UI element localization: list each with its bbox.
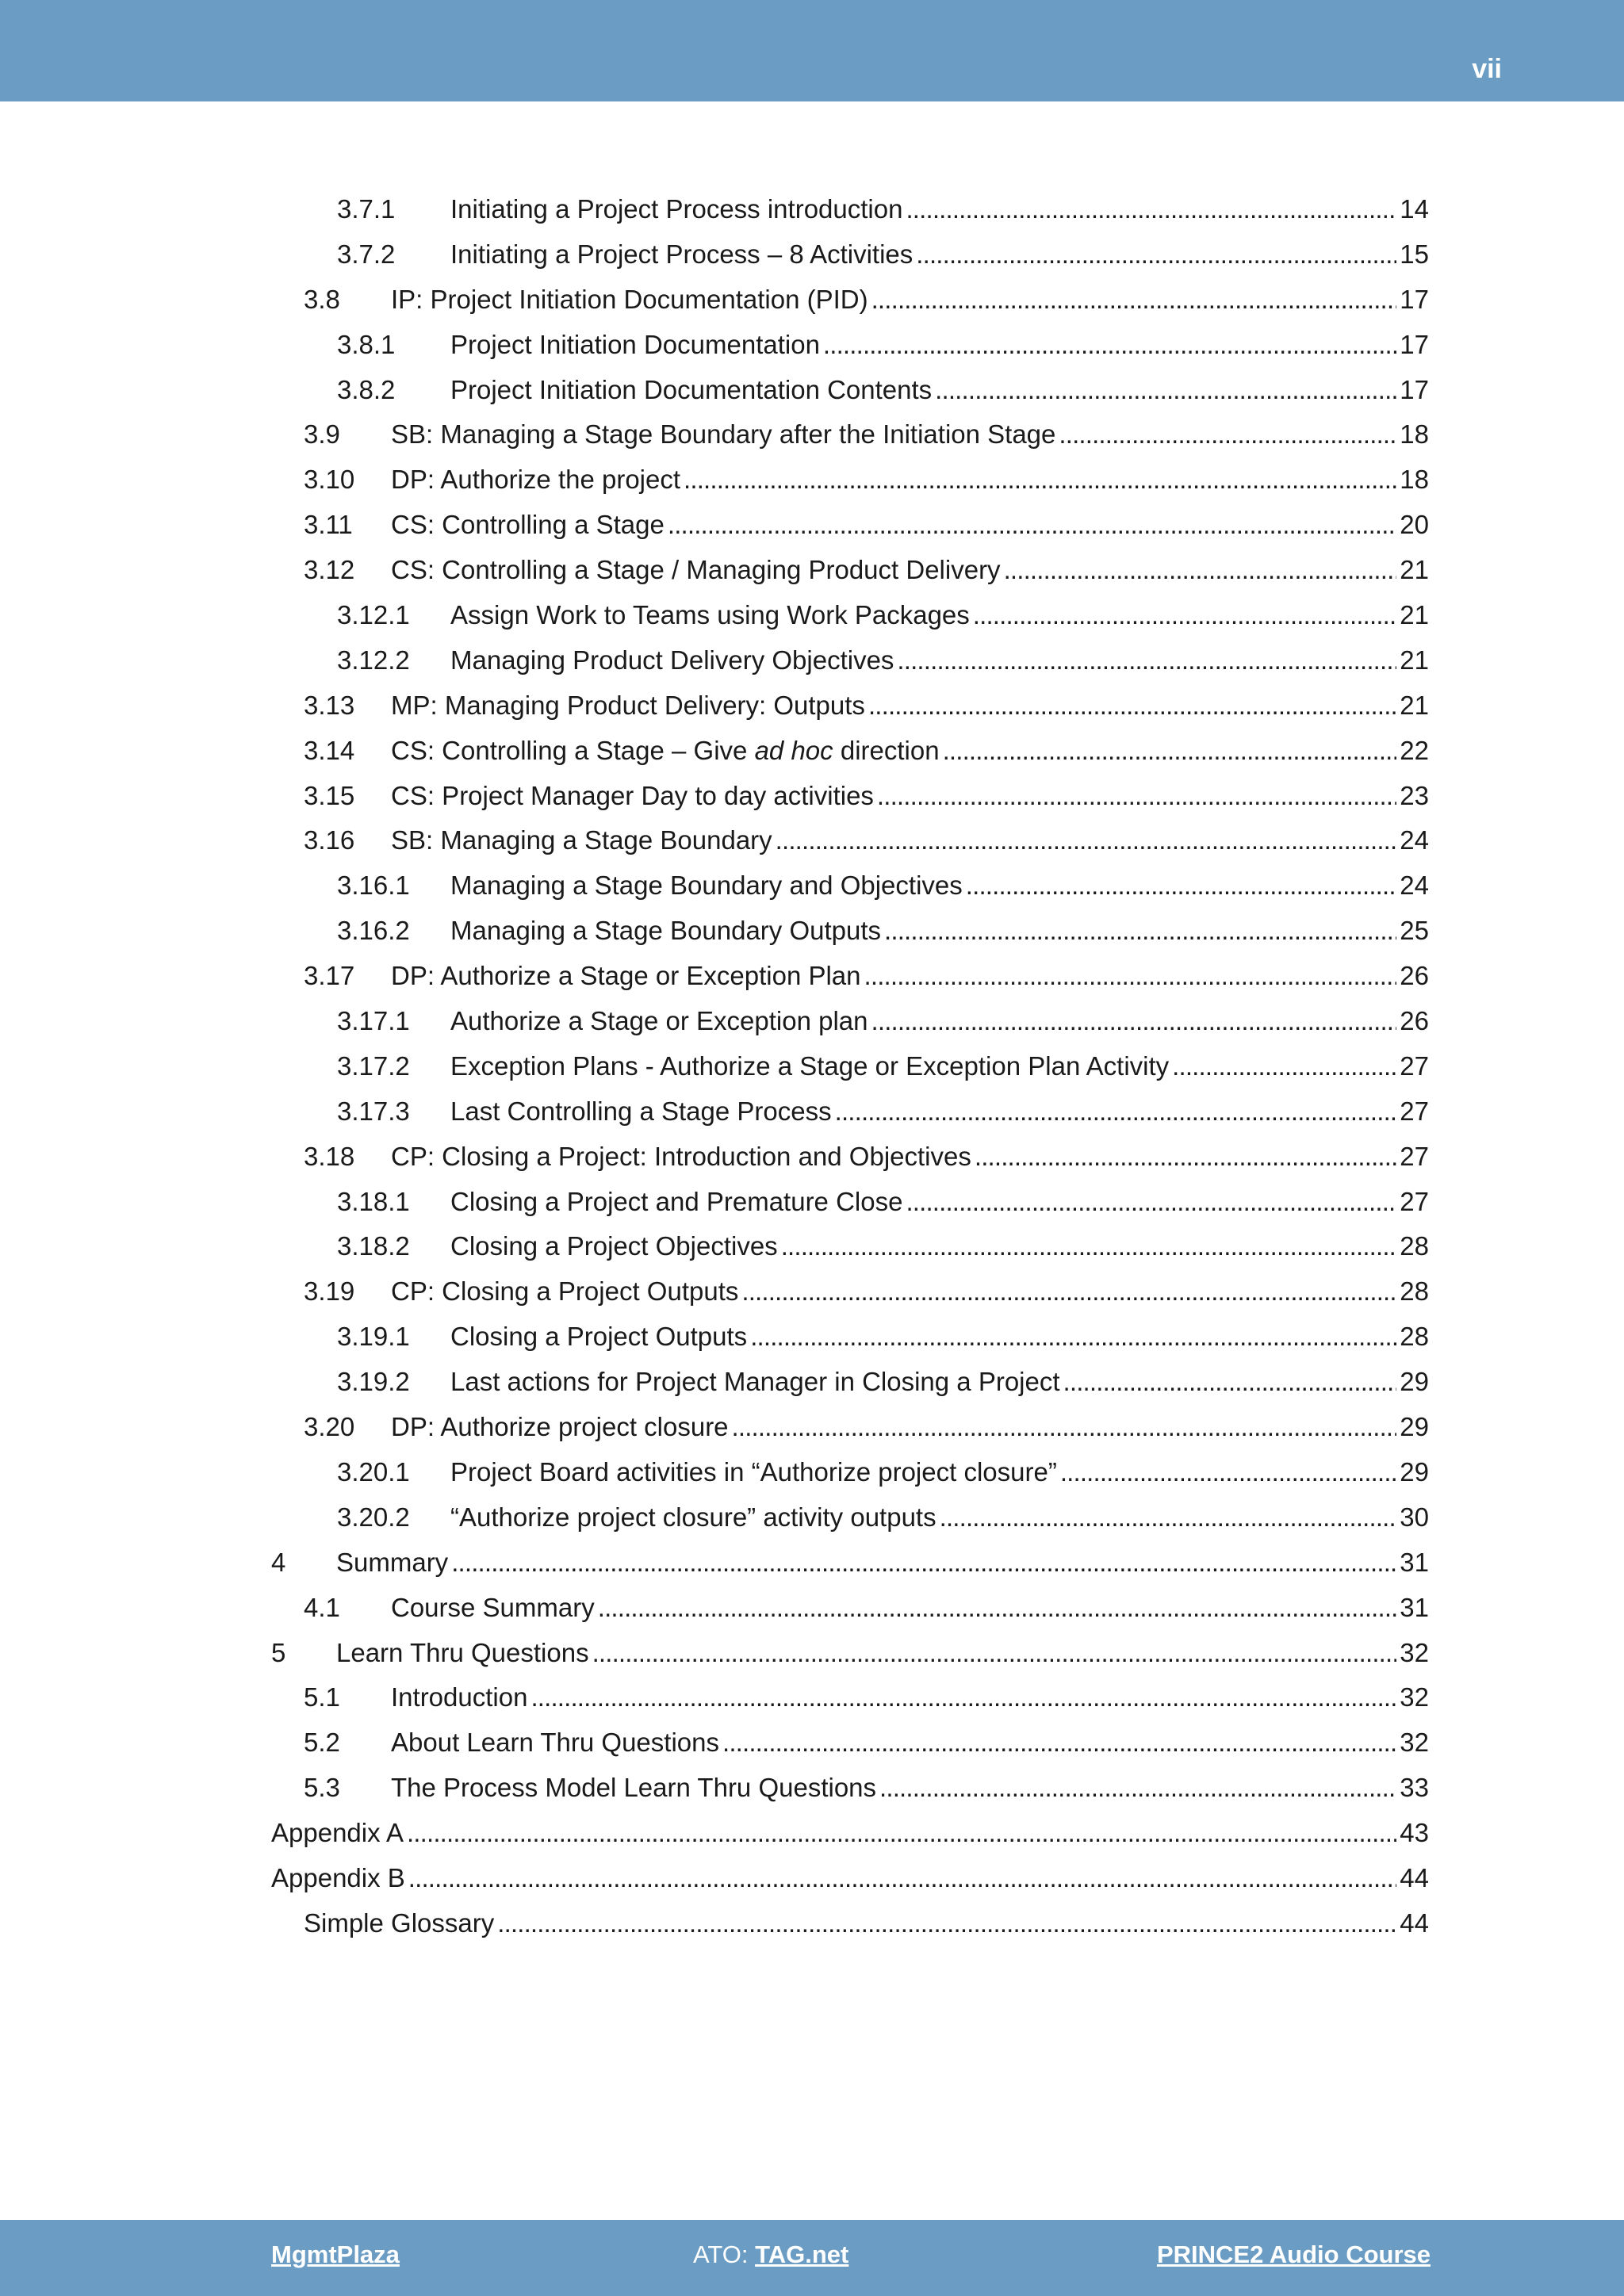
toc-entry-title: CP: Closing a Project: Introduction and Objectives — [391, 1141, 971, 1171]
footer-link-prince2-audio-course[interactable]: PRINCE2 Audio Course — [1156, 2241, 1431, 2268]
toc-entry-number: 3.20.1 — [337, 1456, 410, 1487]
toc-entry-number: 3.8.2 — [337, 374, 396, 404]
toc-entry-line — [337, 368, 1429, 413]
toc-entry-line — [304, 1135, 1429, 1180]
toc-entry-page: 27 — [1400, 1096, 1429, 1126]
toc-entry-number: 3.13 — [304, 690, 355, 720]
toc-entry-title: CS: Project Manager Day to day activities — [391, 780, 874, 810]
toc-entry-leader — [598, 1586, 1397, 1631]
toc-entry-title — [391, 729, 940, 774]
toc-entry[interactable] — [0, 774, 1624, 819]
toc-entry-line — [304, 1405, 1429, 1450]
toc-entry[interactable] — [0, 683, 1624, 729]
toc-entry-number: 5.3 — [304, 1773, 340, 1803]
toc-entry-leader — [877, 774, 1396, 819]
toc-entry[interactable] — [0, 1180, 1624, 1225]
toc-entry-number: 3.18.1 — [337, 1186, 410, 1216]
toc-entry-line — [337, 1450, 1429, 1495]
toc-entry[interactable] — [0, 323, 1624, 368]
toc-entry-page: 28 — [1400, 1231, 1429, 1261]
toc-entry-title-part: CS: Controlling a Stage – Give — [391, 735, 755, 765]
toc-entry-line — [271, 1856, 1429, 1901]
toc-entry-number: 3.12 — [304, 555, 355, 585]
toc-entry-line — [337, 232, 1429, 277]
toc-entry-leader — [975, 1135, 1396, 1180]
toc-entry[interactable] — [0, 638, 1624, 683]
toc-entry-number: 5.2 — [304, 1728, 340, 1758]
toc-entry-page: 44 — [1400, 1862, 1429, 1892]
toc-entry[interactable] — [0, 1135, 1624, 1180]
toc-entry-page: 32 — [1400, 1728, 1429, 1758]
toc-entry-leader — [530, 1675, 1396, 1720]
toc-entry-page: 31 — [1400, 1547, 1429, 1577]
toc-entry-line — [304, 954, 1429, 999]
toc-entry-leader — [879, 1766, 1396, 1811]
toc-entry-line — [337, 863, 1429, 909]
toc-entry-page: 30 — [1400, 1502, 1429, 1532]
toc-entry[interactable] — [0, 1766, 1624, 1811]
toc-entry-line — [337, 593, 1429, 638]
toc-entry-line — [337, 1044, 1429, 1089]
toc-entry[interactable] — [0, 1540, 1624, 1586]
toc-entry-page: 27 — [1400, 1141, 1429, 1171]
toc-entry[interactable] — [0, 1360, 1624, 1405]
toc-entry-line — [304, 1269, 1429, 1314]
toc-entry[interactable] — [0, 954, 1624, 999]
toc-entry-line — [337, 999, 1429, 1044]
toc-entry-leader — [966, 863, 1397, 909]
toc-entry-page: 27 — [1400, 1186, 1429, 1216]
toc-entry-title: Course Summary — [391, 1592, 595, 1622]
toc-entry-leader — [722, 1720, 1396, 1766]
toc-entry-page: 22 — [1400, 735, 1429, 765]
toc-entry-number: 3.15 — [304, 780, 355, 810]
toc-entry-title: Last Controlling a Stage Process — [450, 1096, 832, 1126]
toc-entry-page: 26 — [1400, 961, 1429, 991]
toc-entry-title-part: direction — [833, 735, 940, 765]
toc-entry-number: 3.17 — [304, 961, 355, 991]
toc-entry-line — [304, 1901, 1429, 1946]
toc-entry-number: 3.16.2 — [337, 916, 410, 946]
toc-entry[interactable] — [0, 277, 1624, 323]
toc-entry-leader — [1059, 412, 1396, 457]
toc-entry[interactable] — [0, 1224, 1624, 1269]
toc-entry-leader — [940, 1495, 1397, 1540]
toc-entry-leader — [823, 323, 1396, 368]
toc-entry[interactable] — [0, 909, 1624, 954]
toc-entry-leader — [451, 1540, 1396, 1586]
toc-entry-line — [304, 729, 1429, 774]
toc-entry-page: 17 — [1400, 329, 1429, 359]
toc-entry[interactable] — [0, 999, 1624, 1044]
toc-entry-line — [271, 1631, 1429, 1676]
toc-entry-leader — [906, 1180, 1396, 1225]
toc-entry-leader — [916, 232, 1396, 277]
toc-entry-title: Project Initiation Documentation — [450, 329, 820, 359]
toc-entry-page: 15 — [1400, 239, 1429, 269]
toc-entry[interactable] — [0, 457, 1624, 503]
toc-entry-number: 3.14 — [304, 735, 355, 765]
toc-entry-title: Managing Product Delivery Objectives — [450, 645, 894, 675]
toc-entry[interactable] — [0, 1495, 1624, 1540]
toc-entry[interactable] — [0, 818, 1624, 863]
toc-entry-line — [304, 548, 1429, 593]
toc-entry-line — [337, 638, 1429, 683]
toc-entry[interactable] — [0, 1631, 1624, 1676]
toc-entry-leader — [868, 683, 1396, 729]
toc-entry-number: 3.20.2 — [337, 1502, 410, 1532]
toc-entry-title: The Process Model Learn Thru Questions — [391, 1773, 877, 1803]
toc-entry[interactable] — [0, 187, 1624, 232]
toc-entry-line — [304, 774, 1429, 819]
toc-entry-number: 3.17.2 — [337, 1050, 410, 1081]
toc-entry-leader — [1063, 1360, 1397, 1405]
toc-entry-number: 3.11 — [304, 510, 353, 540]
toc-entry-number: 5 — [271, 1637, 286, 1667]
toc-entry-line — [304, 412, 1429, 457]
toc-entry[interactable] — [0, 412, 1624, 457]
toc-entry-title: Project Initiation Documentation Contents — [450, 374, 933, 404]
toc-entry-title: Exception Plans - Authorize a Stage or Exception Plan Activity — [450, 1050, 1170, 1081]
toc-entry-leader — [1004, 548, 1397, 593]
toc-entry-page: 28 — [1400, 1322, 1429, 1352]
toc-entry-title: Learn Thru Questions — [336, 1637, 589, 1667]
footer-link-mgmtplaza[interactable]: MgmtPlaza — [271, 2241, 400, 2268]
toc-entry-leader — [408, 1856, 1396, 1901]
toc-entry-leader — [1060, 1450, 1396, 1495]
toc-entry-leader — [732, 1405, 1397, 1450]
toc-entry-leader — [497, 1901, 1396, 1946]
toc-entry-leader — [781, 1224, 1397, 1269]
toc-entry-line — [337, 187, 1429, 232]
toc-entry-page: 28 — [1400, 1276, 1429, 1307]
toc-entry-page: 29 — [1400, 1367, 1429, 1397]
toc-entry-title: Assign Work to Teams using Work Packages — [450, 600, 970, 630]
toc-entry-number: 3.18 — [304, 1141, 355, 1171]
toc-entry-title: Appendix B — [271, 1862, 405, 1892]
toc-entry-title: DP: Authorize the project — [391, 465, 681, 495]
toc-entry[interactable] — [0, 729, 1624, 774]
toc-entry-page: 17 — [1400, 284, 1429, 314]
toc-entry[interactable] — [0, 1089, 1624, 1135]
toc-entry[interactable] — [0, 1901, 1624, 1946]
toc-entry-line — [337, 909, 1429, 954]
toc-entry-page: 43 — [1400, 1818, 1429, 1848]
toc-entry-leader — [1172, 1044, 1396, 1089]
toc-entry-number: 3.19 — [304, 1276, 355, 1307]
toc-entry-page: 44 — [1400, 1908, 1429, 1938]
toc-entry-line — [337, 323, 1429, 368]
toc-entry-leader — [864, 954, 1397, 999]
toc-entry-title: SB: Managing a Stage Boundary after the Initiation Stage — [391, 419, 1056, 450]
toc-entry[interactable] — [0, 1450, 1624, 1495]
toc-entry-page: 33 — [1400, 1773, 1429, 1803]
toc-entry-line — [304, 1766, 1429, 1811]
toc-entry-title: DP: Authorize a Stage or Exception Plan — [391, 961, 861, 991]
toc-entry-number: 3.17.1 — [337, 1006, 410, 1036]
toc-entry[interactable] — [0, 1405, 1624, 1450]
toc-entry-number: 3.19.2 — [337, 1367, 410, 1397]
toc-entry-number: 3.7.1 — [337, 194, 396, 224]
toc-entry-title: SB: Managing a Stage Boundary — [391, 825, 772, 855]
toc-entry[interactable] — [0, 503, 1624, 548]
toc-entry-number: 3.8 — [304, 284, 340, 314]
toc-entry-title: CP: Closing a Project Outputs — [391, 1276, 739, 1307]
toc-entry-title: Authorize a Stage or Exception plan — [450, 1006, 868, 1036]
toc-entry-title: Closing a Project Outputs — [450, 1322, 748, 1352]
toc-entry-title: Last actions for Project Manager in Closing a Project — [450, 1367, 1060, 1397]
toc-entry-page: 32 — [1400, 1682, 1429, 1712]
toc-entry-number: 3.20 — [304, 1412, 355, 1442]
toc-entry-page: 18 — [1400, 419, 1429, 450]
toc-entry-leader — [835, 1089, 1397, 1135]
toc-entry[interactable] — [0, 1811, 1624, 1856]
toc-entry-line — [304, 1720, 1429, 1766]
toc-entry-line — [304, 1586, 1429, 1631]
toc-entry-number: 5.1 — [304, 1682, 340, 1712]
toc-entry-line — [337, 1089, 1429, 1135]
toc-entry-page: 23 — [1400, 780, 1429, 810]
toc-entry-page: 25 — [1400, 916, 1429, 946]
toc-entry[interactable] — [0, 1314, 1624, 1360]
toc-entry-page: 20 — [1400, 510, 1429, 540]
toc-entry-title: MP: Managing Product Delivery: Outputs — [391, 690, 865, 720]
toc-entry[interactable] — [0, 1269, 1624, 1314]
toc-entry-title: Managing a Stage Boundary Outputs — [450, 916, 882, 946]
toc-entry-number: 3.16.1 — [337, 871, 410, 901]
toc-entry-number: 3.19.1 — [337, 1322, 410, 1352]
toc-entry-number: 3.9 — [304, 419, 340, 450]
toc-entry-leader — [906, 187, 1396, 232]
toc-entry-page: 32 — [1400, 1637, 1429, 1667]
toc-entry-line — [337, 1360, 1429, 1405]
toc-entry[interactable] — [0, 1720, 1624, 1766]
toc-entry-number: 3.7.2 — [337, 239, 396, 269]
toc-entry-leader — [884, 909, 1396, 954]
toc-entry-page: 21 — [1400, 690, 1429, 720]
toc-entry-page: 29 — [1400, 1412, 1429, 1442]
toc-entry[interactable] — [0, 232, 1624, 277]
toc-entry-leader — [750, 1314, 1396, 1360]
toc-entry-leader — [407, 1811, 1396, 1856]
toc-entry-leader — [741, 1269, 1396, 1314]
toc-entry[interactable] — [0, 1586, 1624, 1631]
toc-entry-number: 3.12.1 — [337, 600, 410, 630]
toc-entry[interactable] — [0, 368, 1624, 413]
table-of-contents — [0, 187, 1624, 1946]
toc-entry[interactable] — [0, 1856, 1624, 1901]
toc-entry-title: Closing a Project and Premature Close — [450, 1186, 903, 1216]
toc-entry-number: 4 — [271, 1547, 286, 1577]
toc-entry-line — [337, 1180, 1429, 1225]
footer-link-tag-net[interactable]: TAG.net — [755, 2241, 849, 2268]
toc-entry[interactable] — [0, 1675, 1624, 1720]
header-band — [0, 0, 1624, 101]
toc-entry-leader — [973, 593, 1397, 638]
toc-entry-page: 17 — [1400, 374, 1429, 404]
toc-entry-number: 3.10 — [304, 465, 355, 495]
toc-entry[interactable] — [0, 593, 1624, 638]
toc-entry-leader — [668, 503, 1396, 548]
toc-entry-number: 3.8.1 — [337, 329, 396, 359]
toc-entry-title: Initiating a Project Process – 8 Activities — [450, 239, 914, 269]
footer-ato — [693, 2242, 848, 2267]
toc-entry-page: 27 — [1400, 1050, 1429, 1081]
toc-entry-title: CS: Controlling a Stage / Managing Product Delivery — [391, 555, 1001, 585]
toc-entry-line — [337, 1314, 1429, 1360]
toc-entry-page: 24 — [1400, 825, 1429, 855]
toc-entry-number: 3.16 — [304, 825, 355, 855]
toc-entry-line — [271, 1540, 1429, 1586]
toc-entry-title: CS: Controlling a Stage — [391, 510, 665, 540]
toc-entry-leader — [776, 818, 1397, 863]
toc-entry-page: 29 — [1400, 1456, 1429, 1487]
toc-entry-leader — [897, 638, 1396, 683]
toc-entry[interactable] — [0, 548, 1624, 593]
toc-entry-line — [304, 457, 1429, 503]
toc-entry-line — [271, 1811, 1429, 1856]
toc-entry-title: Summary — [336, 1547, 449, 1577]
toc-entry-number: 3.17.3 — [337, 1096, 410, 1126]
toc-entry-line — [304, 277, 1429, 323]
toc-entry-page: 21 — [1400, 645, 1429, 675]
toc-entry-line — [337, 1495, 1429, 1540]
toc-entry[interactable] — [0, 863, 1624, 909]
toc-entry-page: 21 — [1400, 600, 1429, 630]
toc-entry-title: Project Board activities in “Authorize project closure” — [450, 1456, 1057, 1487]
toc-entry-title: IP: Project Initiation Documentation (PID) — [391, 284, 868, 314]
toc-entry-title: Introduction — [391, 1682, 528, 1712]
toc-entry-title: About Learn Thru Questions — [391, 1728, 719, 1758]
toc-entry-line — [304, 503, 1429, 548]
toc-entry-title: “Authorize project closure” activity outputs — [450, 1502, 936, 1532]
toc-entry-page: 31 — [1400, 1592, 1429, 1622]
toc-entry-title: Initiating a Project Process introduction — [450, 194, 903, 224]
toc-entry-leader — [935, 368, 1396, 413]
toc-entry-leader — [592, 1631, 1397, 1676]
toc-entry-page: 24 — [1400, 871, 1429, 901]
toc-entry-number: 4.1 — [304, 1592, 340, 1622]
toc-entry[interactable] — [0, 1044, 1624, 1089]
toc-entry-page: 18 — [1400, 465, 1429, 495]
toc-entry-leader — [871, 999, 1397, 1044]
toc-entry-number: 3.12.2 — [337, 645, 410, 675]
toc-entry-line — [337, 1224, 1429, 1269]
toc-entry-title: Appendix A — [271, 1818, 404, 1848]
toc-entry-title: Closing a Project Objectives — [450, 1231, 778, 1261]
toc-entry-leader — [871, 277, 1397, 323]
toc-entry-title: Managing a Stage Boundary and Objectives — [450, 871, 963, 901]
toc-entry-line — [304, 683, 1429, 729]
toc-entry-leader — [684, 457, 1396, 503]
toc-entry-page: 21 — [1400, 555, 1429, 585]
footer-ato-label: ATO: — [693, 2241, 756, 2268]
toc-entry-page: 26 — [1400, 1006, 1429, 1036]
toc-entry-title: Simple Glossary — [304, 1908, 495, 1938]
toc-entry-line — [304, 1675, 1429, 1720]
toc-entry-title: DP: Authorize project closure — [391, 1412, 729, 1442]
toc-entry-number: 3.18.2 — [337, 1231, 410, 1261]
toc-entry-title-italic: ad hoc — [754, 735, 833, 765]
page-number: vii — [1472, 54, 1502, 84]
toc-entry-page: 14 — [1400, 194, 1429, 224]
toc-entry-leader — [943, 729, 1397, 774]
toc-entry-line — [304, 818, 1429, 863]
